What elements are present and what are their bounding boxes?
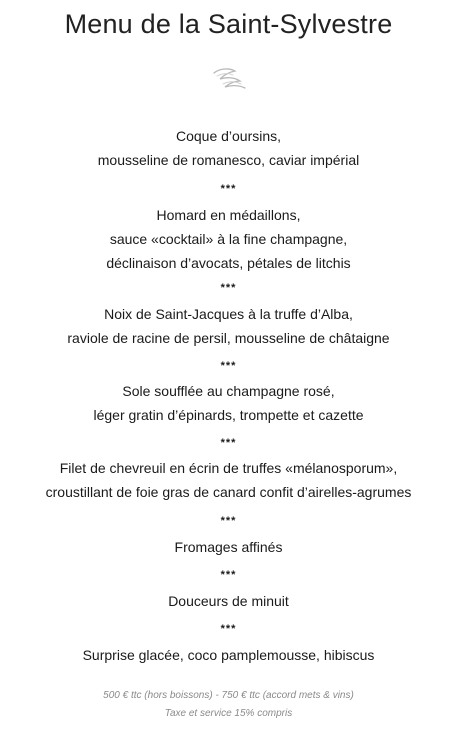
- course-line: Surprise glacée, coco pamplemousse, hibiscus: [82, 647, 375, 663]
- course-line: Sole soufflée au champagne rosé,: [122, 383, 335, 399]
- course-separator: ***: [220, 569, 237, 581]
- course-separator: ***: [220, 183, 237, 195]
- course-line: Homard en médaillons,: [156, 207, 301, 223]
- footer-tax: Taxe et service 15% compris: [164, 708, 293, 719]
- course-separator: ***: [220, 360, 237, 372]
- course-line: mousseline de romanesco, caviar impérial: [97, 152, 360, 168]
- course-line: Filet de chevreuil en écrin de truffes «mélanosporum»,: [59, 460, 398, 476]
- course-line: déclinaison d’avocats, pétales de litchis: [106, 255, 351, 271]
- course-line: sauce «cocktail» à la fine champagne,: [109, 231, 348, 247]
- page-title: Menu de la Saint-Sylvestre: [64, 9, 393, 39]
- course-separator: ***: [220, 282, 237, 294]
- stylized-monogram-icon: [211, 64, 247, 92]
- course-separator: ***: [220, 437, 237, 449]
- course-separator: ***: [220, 623, 237, 635]
- course-line: croustillant de foie gras de canard confit d’airelles-agrumes: [45, 484, 412, 500]
- course-line: raviole de racine de persil, mousseline de châtaigne: [67, 330, 390, 346]
- course-line: léger gratin d’épinards, trompette et cazette: [93, 407, 364, 423]
- course-separator: ***: [220, 515, 237, 527]
- course-line: Noix de Saint-Jacques à la truffe d’Alba,: [104, 306, 353, 322]
- footer-price: 500 € ttc (hors boissons) - 750 € ttc (accord mets & vins): [103, 690, 354, 701]
- course-line: Coque d’oursins,: [175, 128, 282, 144]
- course-line: Douceurs de minuit: [168, 593, 289, 609]
- course-line: Fromages affinés: [174, 539, 283, 555]
